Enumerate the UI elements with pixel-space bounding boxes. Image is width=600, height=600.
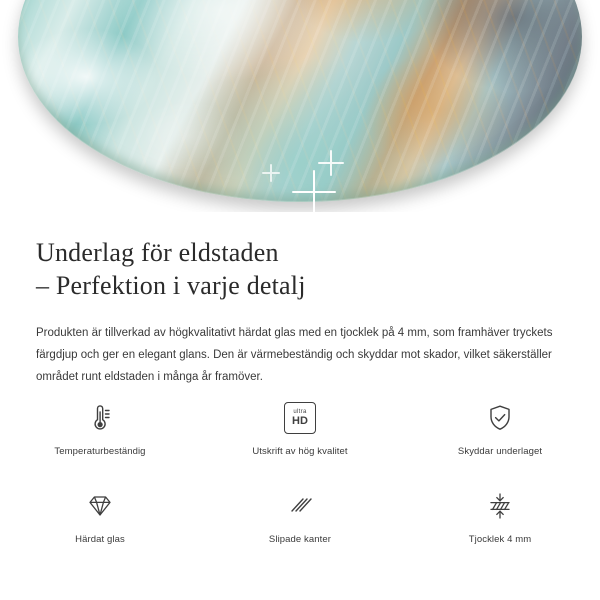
feature-item-temperature — [0, 396, 200, 476]
round-glass-panel-marble-print — [18, 0, 582, 202]
shield-check-icon — [479, 396, 521, 440]
feature-label: Skyddar underlaget — [457, 446, 543, 457]
ultra-hd-icon — [279, 396, 321, 440]
ultra-hd-badge-top: ultra — [293, 409, 307, 415]
feature-label: Härdat glas — [75, 534, 125, 545]
feature-item-print-quality — [200, 396, 400, 476]
headline-line-1: Underlag för eldstaden — [36, 238, 279, 267]
feature-item-polished-edges — [200, 484, 400, 564]
thickness-icon — [479, 484, 521, 528]
feature-label: Slipade kanter — [268, 534, 332, 545]
feature-label: Temperaturbeständig — [54, 446, 146, 457]
feature-label: Utskrift av hög kvalitet — [252, 446, 348, 457]
description-paragraph: Produkten är tillverkad av högkvalitativt härdat glas med en tjocklek på 4 mm, som framhäver tryckets färgdjup och ger en elegant glans. Den är värmebeständig och skyddar mot skador, vilket säkerställer området runt eldstaden i många år framöver. — [36, 327, 553, 383]
feature-item-protection — [400, 396, 600, 476]
hero-image — [0, 0, 600, 212]
feature-item-thickness — [400, 484, 600, 564]
polished-edges-icon — [279, 484, 321, 528]
feature-item-tempered-glass — [0, 484, 200, 564]
headline-line-2: – Perfektion i varje detalj — [36, 271, 306, 300]
ultra-hd-badge-bottom: HD — [292, 415, 308, 427]
thermometer-icon — [79, 396, 121, 440]
feature-grid — [0, 396, 600, 564]
text-content — [0, 212, 600, 388]
feature-label: Tjocklek 4 mm — [468, 534, 532, 545]
diamond-icon — [79, 484, 121, 528]
page-title — [0, 212, 600, 302]
